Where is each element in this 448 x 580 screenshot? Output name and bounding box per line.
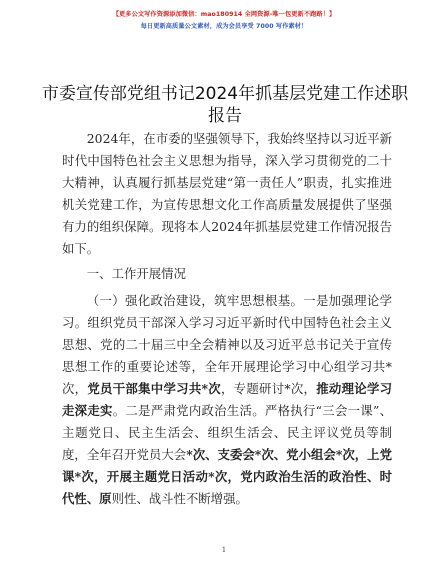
- para-text-3: 。二是严肃党内政治生活。严格执行“三会一课”、主题党日、民主生活会、组织生活会、民主评议党员等制度，全年召开党员大会: [62, 403, 393, 462]
- section-heading: 一、工作开展情况: [86, 266, 186, 281]
- body-paragraph: [62, 290, 392, 510]
- intro-paragraph: 2024年，在市委的坚强领导下，我始终坚持以习近平新时代中国特色社会主义思想为指导，深入学习贯彻党的二十大精神，认真履行抓基层党建“第一责任人”职责，扎实推进机关党建工作，为宣传思想文化工作高质量发展提供了坚强有力的组织保障。现将本人2024年抓基层党建工作情况报告如下。: [62, 131, 392, 256]
- para-text-2: ，专题研讨*次，: [220, 381, 317, 396]
- document-title: 市委宣传部党组书记2024年抓基层党建工作述职报告: [41, 84, 409, 126]
- para-bold-1: 党员干部集中学习共*次: [87, 381, 221, 396]
- header-promo-line-1: 【更多公文写作资源添加微信：mao180914 全网资源-唯一包更新不跑路！】: [112, 11, 336, 18]
- header-promo-line-2: 每日更新高质量公文素材，成为会员享受 7000 写作素材！: [140, 23, 308, 30]
- para-bold-2: 推动理论学习走深走实: [62, 381, 393, 418]
- para-text-1: （一）强化政治建设，筑牢思想根基。一是加强理论学习。组织党员干部深入学习习近平新时代中国特色社会主义思想、党的二十届三中全会精神以及习近平总书记关于宣传思想工作的重要论述等，全年开展理论学习中心组学习共*次，: [62, 293, 392, 396]
- para-bold-3: *次、支委会*次、党小组会*次，上党课*次，开展主题党日活动*次，党内政治生活的政治性、时代性、原: [62, 447, 392, 506]
- page-number: 1: [221, 546, 227, 554]
- para-text-4: 则性、战斗性不断增强。: [111, 491, 248, 506]
